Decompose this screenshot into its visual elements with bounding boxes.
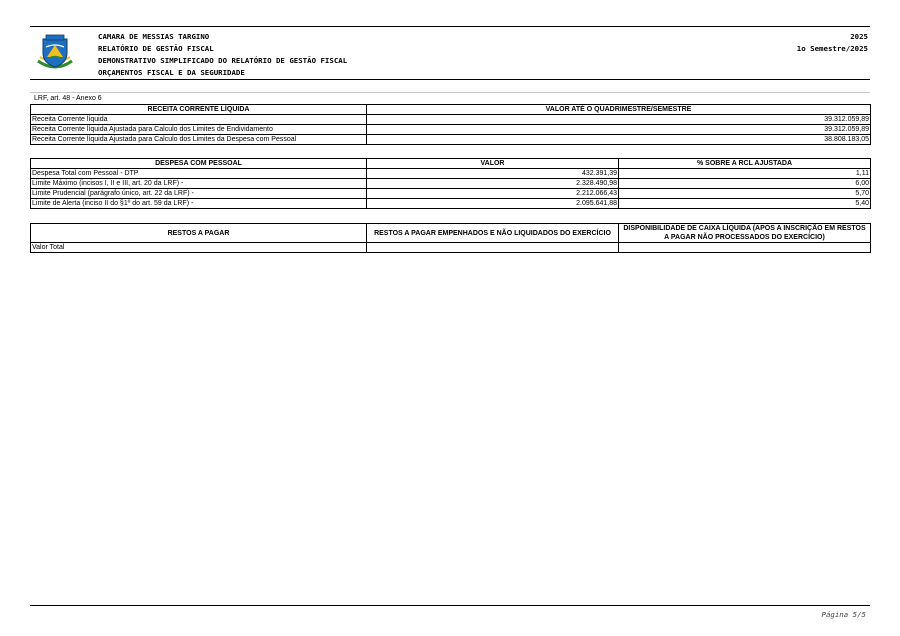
pessoal-table	[30, 158, 871, 209]
row-value: 2.328.490,98	[367, 179, 619, 189]
restos-table	[30, 223, 871, 253]
table-row	[31, 135, 871, 145]
row-value: 2.212.066,43	[367, 189, 619, 199]
pessoal-col-pct: % SOBRE A RCL AJUSTADA	[619, 159, 871, 169]
divider	[30, 92, 870, 93]
row-label: Limite de Alerta (inciso II do §1º do art. 59 da LRF) -	[31, 199, 367, 209]
coat-of-arms-logo	[34, 31, 76, 73]
row-label: Limite Prudencial (parágrafo único, art. 22 da LRF) -	[31, 189, 367, 199]
report-header	[30, 26, 870, 80]
row-label: Receita Corrente líquida Ajustada para Calculo dos Limites de Endividamento	[31, 125, 367, 135]
page-number: Página 5/5	[821, 610, 866, 619]
header-report: RELATÓRIO DE GESTÃO FISCAL	[98, 44, 214, 53]
row-pct: 1,11	[619, 169, 871, 179]
row-value: 38.808.183,05	[367, 135, 871, 145]
row-pct: 5,40	[619, 199, 871, 209]
restos-col-empenhados: RESTOS A PAGAR EMPENHADOS E NÃO LIQUIDADOS DO EXERCÍCIO	[367, 224, 619, 243]
table-row	[31, 125, 871, 135]
table-row	[31, 189, 871, 199]
rcl-col-value: VALOR ATÉ O QUADRIMESTRE/SEMESTRE	[367, 105, 871, 115]
table-row	[31, 243, 871, 253]
table-row	[31, 179, 871, 189]
row-label: Receita Corrente líquida	[31, 115, 367, 125]
table-row	[31, 199, 871, 209]
row-empenhados	[367, 243, 619, 253]
header-period-block	[797, 31, 868, 55]
row-value: 39.312.059,89	[367, 115, 871, 125]
header-period: 1o Semestre/2025	[796, 44, 868, 53]
row-pct: 6,00	[619, 179, 871, 189]
pessoal-col-value: VALOR	[367, 159, 619, 169]
header-org: CAMARA DE MESSIAS TARGINO	[98, 32, 210, 41]
row-label: Limite Máximo (incisos I, II e III, art. 20 da LRF) -	[31, 179, 367, 189]
row-value: 432.391,39	[367, 169, 619, 179]
row-label: Valor Total	[31, 243, 367, 253]
row-disponibilidade	[619, 243, 871, 253]
header-demonstrativo: DEMONSTRATIVO SIMPLIFICADO DO RELATÓRIO DE GESTÃO FISCAL	[98, 56, 348, 65]
lrf-reference: LRF, art. 48 - Anexo 6	[34, 95, 102, 102]
row-pct: 5,70	[619, 189, 871, 199]
restos-header-row	[31, 224, 871, 243]
footer-divider	[30, 605, 870, 606]
row-value: 39.312.059,89	[367, 125, 871, 135]
row-label: Despesa Total com Pessoal - DTP	[31, 169, 367, 179]
rcl-col-label: RECEITA CORRENTE LÍQUIDA	[31, 105, 367, 115]
header-lines	[98, 31, 347, 79]
pessoal-header-row	[31, 159, 871, 169]
pessoal-col-label: DESPESA COM PESSOAL	[31, 159, 367, 169]
table-row	[31, 169, 871, 179]
row-value: 2.095.641,88	[367, 199, 619, 209]
rcl-table	[30, 104, 871, 145]
restos-col-label: RESTOS A PAGAR	[31, 224, 367, 243]
table-row	[31, 115, 871, 125]
restos-col-disponibilidade: DISPONIBILIDADE DE CAIXA LÍQUIDA (APÓS A INSCRIÇÃO EM RESTOS A PAGAR NÃO PROCESSADOS DO EXERCÍCIO)	[619, 224, 871, 243]
header-orcamentos: ORÇAMENTOS FISCAL E DA SEGURIDADE	[98, 68, 245, 77]
rcl-header-row	[31, 105, 871, 115]
header-year: 2025	[850, 32, 868, 41]
row-label: Receita Corrente líquida Ajustada para Calculo dos Limites da Despesa com Pessoal	[31, 135, 367, 145]
